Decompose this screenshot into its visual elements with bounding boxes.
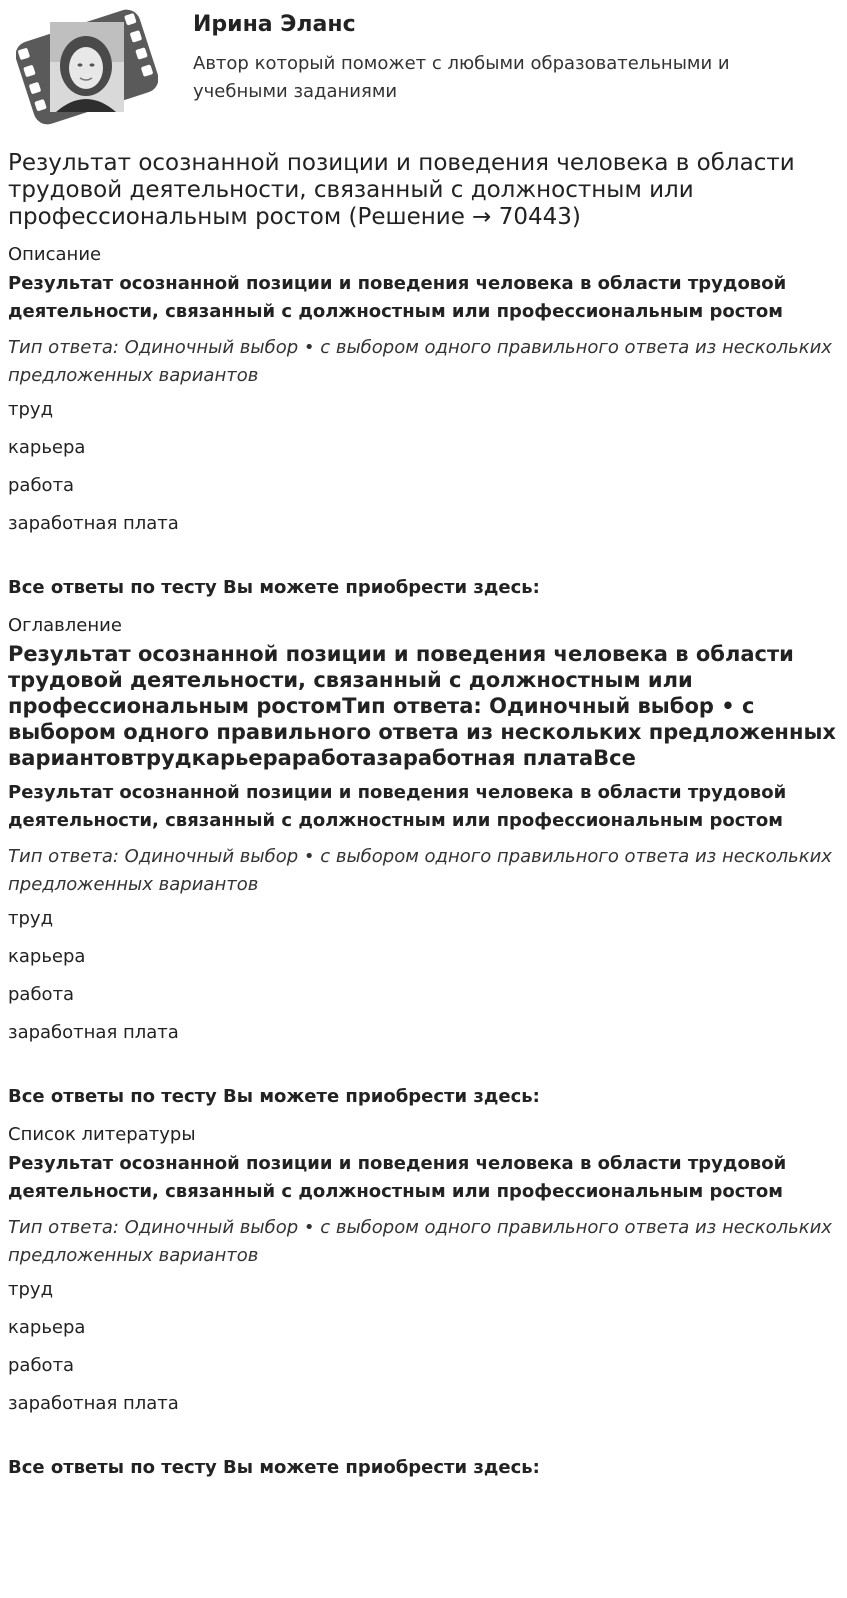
question-text: Результат осознанной позиции и поведения человека в области трудовой деятельности, связанный с должностным или профессиональным ростом — [8, 273, 787, 322]
toc-section — [8, 615, 847, 1111]
buy-answers-text: Все ответы по тесту Вы можете приобрести здесь: — [8, 1457, 540, 1478]
toc-heading: Результат осознанной позиции и поведения человека в области трудовой деятельности, связанный с должностным или профессиональным ростомТип ответа: Одиночный выбор • с выбором одного правильного ответа из нескольких предложенных вариантовтрудкарьераработазаработная платаВсе — [8, 642, 836, 770]
answer-option: работа — [8, 984, 75, 1005]
answer-option: труд — [8, 908, 54, 929]
question-text: Результат осознанной позиции и поведения человека в области трудовой деятельности, связанный с должностным или профессиональным ростом — [8, 1153, 787, 1202]
answer-type: Тип ответа: Одиночный выбор • с выбором одного правильного ответа из нескольких предложенных вариантов — [8, 337, 832, 386]
author-avatar[interactable] — [16, 8, 158, 126]
answer-option: работа — [8, 475, 75, 496]
answer-option: заработная плата — [8, 1393, 179, 1414]
answer-option: карьера — [8, 946, 86, 967]
author-header — [8, 0, 847, 140]
answer-type: Тип ответа: Одиночный выбор • с выбором одного правильного ответа из нескольких предложенных вариантов — [8, 1217, 832, 1266]
answer-type: Тип ответа: Одиночный выбор • с выбором одного правильного ответа из нескольких предложенных вариантов — [8, 846, 832, 895]
answer-option: карьера — [8, 1317, 86, 1338]
page-title: Результат осознанной позиции и поведения человека в области трудовой деятельности, связанный с должностным или профессиональным ростом (Решение → 70443) — [8, 150, 795, 230]
buy-answers-text: Все ответы по тесту Вы можете приобрести здесь: — [8, 577, 540, 598]
answer-option: работа — [8, 1355, 75, 1376]
section-label: Оглавление — [8, 615, 122, 636]
section-label: Список литературы — [8, 1124, 196, 1145]
answer-option: карьера — [8, 437, 86, 458]
question-text: Результат осознанной позиции и поведения человека в области трудовой деятельности, связанный с должностным или профессиональным ростом — [8, 782, 787, 831]
answer-option: труд — [8, 399, 54, 420]
author-description: Автор который поможет с любыми образовательными и учебными заданиями — [193, 53, 730, 102]
answer-option: заработная плата — [8, 1022, 179, 1043]
author-name[interactable]: Ирина Эланс — [193, 12, 356, 37]
literature-section — [8, 1124, 847, 1482]
answer-option: труд — [8, 1279, 54, 1300]
section-label: Описание — [8, 244, 102, 265]
description-section — [8, 244, 847, 602]
buy-answers-text: Все ответы по тесту Вы можете приобрести здесь: — [8, 1086, 540, 1107]
answer-option: заработная плата — [8, 513, 179, 534]
